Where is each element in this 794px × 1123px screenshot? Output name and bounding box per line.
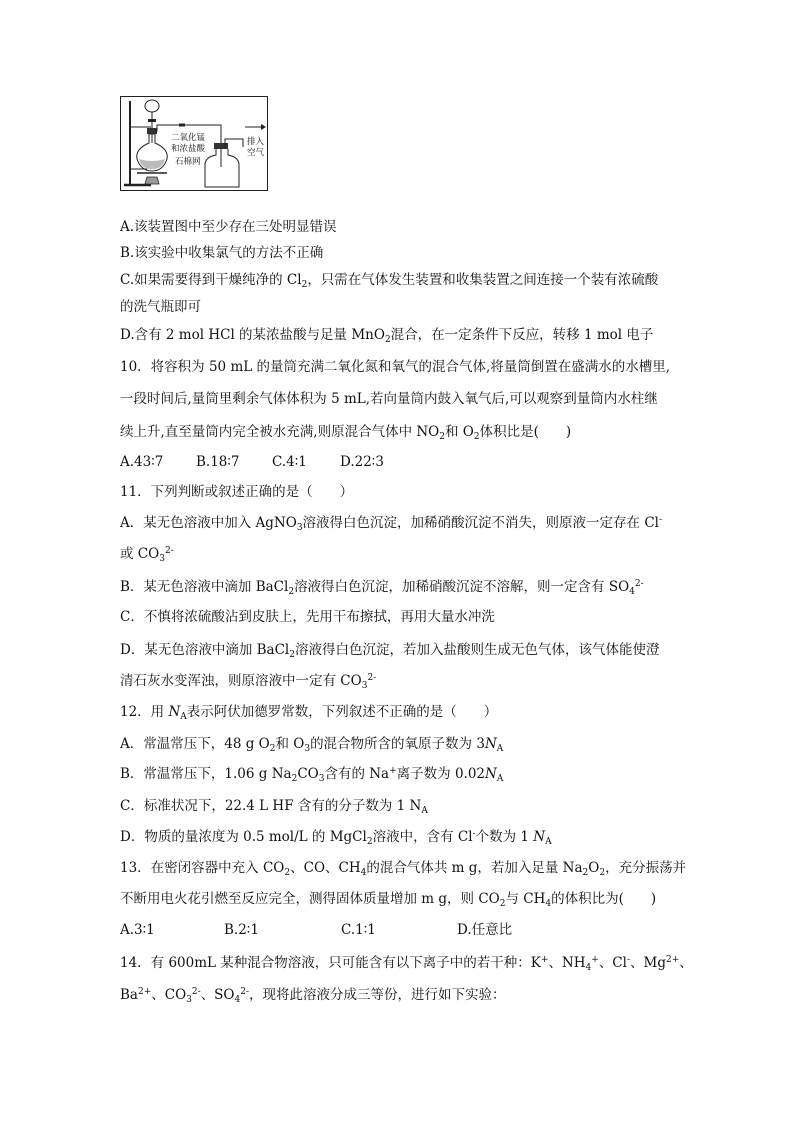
subscript: A — [180, 712, 187, 722]
text-run: 、SO — [200, 987, 235, 1003]
text-run: 个数为 1 — [475, 829, 534, 845]
q12-option-a — [120, 734, 503, 754]
q11-option-d-line1 — [120, 640, 659, 660]
label-reagent-2: 和浓盐酸 — [171, 144, 206, 154]
subscript: 3 — [318, 774, 325, 784]
text-run: 14．有 600mL 某种混合物溶液，只可能含有以下离子中的若干种：K — [120, 955, 541, 971]
q13-option-c: C.1∶1 — [341, 922, 376, 938]
text-run: 和 O — [275, 736, 305, 752]
text-run: C．标准状况下，22.4 L HF 含有的分子数为 1 N — [120, 798, 422, 814]
q10-option-b: B.18∶7 — [196, 454, 240, 470]
subscript: 4 — [234, 995, 241, 1005]
text-run: 溶液得白色沉淀，加稀硝酸沉淀不溶解，则一定含有 SO — [294, 579, 630, 595]
chlorine-apparatus-figure — [120, 96, 268, 191]
text-run: D.含有 2 mol HCl 的某浓盐酸与足量 MnO — [120, 327, 385, 343]
text-run: 与 CH — [505, 891, 546, 907]
q12-option-c — [120, 796, 428, 816]
text-run: 、CO、CH — [290, 860, 361, 876]
q11-option-a-line2 — [120, 544, 174, 564]
text-run: 、Mg — [630, 955, 666, 971]
text-run: 溶液得白色沉淀，加稀硝酸沉淀不消失，则原液一定存在 Cl — [302, 515, 659, 531]
subscript: 2 — [289, 650, 295, 660]
q13-stem-line2 — [120, 889, 656, 909]
q9-option-c-line2: 的洗气瓶即可 — [120, 299, 201, 315]
q9-option-a: A.该装置图中至少存在三处明显错误 — [120, 219, 337, 235]
q11-option-b — [120, 577, 644, 597]
text-run: B．某无色溶液中滴加 BaCl — [120, 579, 289, 595]
text-run: CO — [297, 766, 319, 782]
subscript: 3 — [361, 681, 368, 691]
q13-options — [120, 920, 512, 940]
superscript: 2- — [191, 987, 201, 997]
q10-stem-line1: 10．将容积为 50 mL 的量筒充满二氧化氮和氧气的混合气体,将量筒倒置在盛满水的水槽里, — [120, 359, 671, 375]
label-exhaust-2: 空气 — [247, 148, 265, 158]
superscript: - — [658, 515, 663, 525]
q13-option-d: D.任意比 — [457, 922, 513, 938]
text-run: Ba — [120, 987, 138, 1003]
q14-stem-line1 — [120, 953, 693, 973]
subscript: 2 — [499, 899, 506, 909]
superscript: 2- — [164, 546, 174, 556]
q10-option-d: D.22∶3 — [340, 454, 384, 470]
subscript: A — [496, 774, 504, 784]
subscript: 3 — [186, 995, 192, 1005]
text-run: O — [588, 860, 600, 876]
subscript: 4 — [360, 868, 367, 878]
superscript: - — [472, 829, 476, 839]
text-run: 、Cl — [598, 955, 627, 971]
text-run: 、NH — [548, 955, 586, 971]
text-run: N — [168, 704, 181, 720]
q11-option-a-line1 — [120, 513, 662, 533]
q10-options — [120, 452, 384, 472]
text-run: 溶液得白色沉淀，若加入盐酸则生成无色气体，该气体能使澄 — [294, 642, 660, 658]
text-run: 、 — [679, 955, 693, 971]
text-run: 12．用 — [120, 704, 169, 720]
subscript: A — [545, 837, 552, 847]
text-run: 溶液中，含有 Cl — [372, 829, 473, 845]
subscript: 3 — [296, 523, 303, 533]
text-run: 不断用电火花引燃至反应完全，测得固体质量增加 m g，则 CO — [120, 891, 500, 907]
q11-option-c: C．不慎将浓硫酸沾到皮肤上，先用干布擦拭，再用大量水冲洗 — [120, 609, 495, 625]
q10-option-a: A.43∶7 — [120, 454, 164, 470]
text-run: 混合，在一定条件下反应，转移 1 mol 电子 — [390, 327, 654, 343]
subscript: 2 — [284, 868, 291, 878]
text-run: ，只需在气体发生装置和收集装置之间连接一个装有浓硫酸 — [307, 272, 659, 288]
label-exhaust-1: 排入 — [247, 137, 265, 147]
subscript: 2 — [582, 868, 589, 878]
text-run: D．物质的量浓度为 0.5 mol/L 的 MgCl — [120, 829, 367, 845]
q9-option-c-line1 — [120, 270, 658, 290]
text-run: A．某无色溶液中加入 AgNO — [120, 515, 297, 531]
q9-option-b: B.该实验中收集氯气的方法不正确 — [120, 245, 324, 261]
text-run: ，充分振荡并 — [605, 860, 687, 876]
subscript: 2 — [439, 432, 445, 442]
q11-stem: 11．下列判断或叙述正确的是（ ） — [120, 484, 354, 500]
q12-option-d — [120, 827, 552, 847]
text-run: C.如果需要得到干燥纯净的 Cl — [120, 272, 302, 288]
superscript: + — [591, 955, 599, 965]
subscript: A — [496, 744, 504, 754]
subscript: 2 — [301, 280, 308, 290]
q12-option-b — [120, 764, 503, 784]
subscript: 2 — [384, 335, 391, 345]
q14-stem-line2 — [120, 985, 506, 1005]
subscript: 4 — [629, 587, 635, 597]
q13-option-a: A.3∶1 — [120, 922, 155, 938]
subscript: 2 — [599, 868, 606, 878]
subscript: 2 — [291, 774, 298, 784]
text-run: N — [484, 736, 497, 752]
text-run: 续上升,直至量筒内完全被水充满,则原混合气体中 NO — [120, 424, 440, 440]
text-run: ，现将此溶液分成三等份，进行如下实验： — [249, 987, 506, 1003]
label-asbestos-gauze: 石棉网 — [175, 157, 201, 167]
superscript: - — [626, 955, 631, 965]
text-run: 、CO — [151, 987, 187, 1003]
text-run: 离子数为 0.02 — [396, 766, 486, 782]
subscript: 2 — [288, 587, 295, 597]
q13-option-b: B.2∶1 — [224, 922, 259, 938]
subscript: 4 — [585, 963, 592, 973]
text-run: 的混合气体共 m g，若加入足量 Na — [366, 860, 583, 876]
superscript: 2- — [240, 987, 250, 997]
text-run: 13．在密闭容器中充入 CO — [120, 860, 285, 876]
subscript: 2 — [269, 744, 276, 754]
text-run: N — [533, 829, 546, 845]
text-run: 的混合物所含的氧原子数为 3 — [310, 736, 485, 752]
text-run: 表示阿伏加德罗常数，下列叙述不正确的是（ ） — [186, 704, 498, 720]
text-run: D．某无色溶液中滴加 BaCl — [120, 642, 290, 658]
subscript: 2 — [366, 837, 373, 847]
superscript: + — [540, 955, 549, 965]
q10-option-c: C.4∶1 — [272, 454, 307, 470]
q11-option-d-line2 — [120, 671, 376, 691]
q10-stem-line3 — [120, 422, 571, 442]
subscript: 4 — [545, 899, 552, 909]
label-reagent-1: 二氧化锰 — [171, 133, 206, 143]
text-run: 含有的 Na — [324, 766, 390, 782]
q10-stem-line2: 一段时间后,量筒里剩余气体体积为 5 mL,若向量筒内鼓入氧气后,可以观察到量筒内水柱继 — [120, 391, 658, 407]
q12-stem — [120, 702, 497, 722]
subscript: 3 — [159, 554, 165, 564]
text-run: B．常温常压下，1.06 g Na — [120, 766, 292, 782]
subscript: 3 — [304, 744, 311, 754]
superscript: 2- — [634, 579, 644, 589]
superscript: 2- — [367, 673, 377, 683]
text-run: 和 O — [445, 424, 474, 440]
subscript: A — [421, 806, 428, 816]
text-run: 体积比是( ) — [479, 424, 572, 440]
superscript: 2+ — [137, 987, 152, 997]
superscript: 2+ — [665, 955, 680, 965]
text-run: 的体积比为( ) — [551, 891, 657, 907]
superscript: + — [389, 766, 397, 776]
text-run: 清石灰水变浑浊，则原溶液中一定有 CO — [120, 673, 362, 689]
text-run: 或 CO — [120, 546, 160, 562]
q13-stem-line1 — [120, 858, 686, 878]
subscript: 2 — [473, 432, 480, 442]
text-run: N — [485, 766, 497, 782]
q9-option-d — [120, 325, 653, 345]
text-run: A．常温常压下，48 g O — [120, 736, 270, 752]
